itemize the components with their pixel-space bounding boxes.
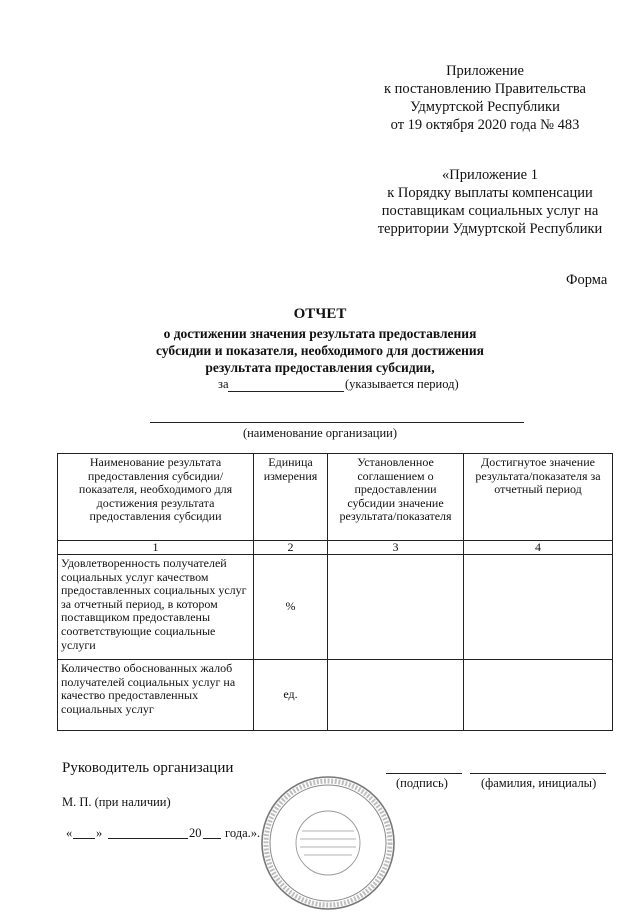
column-number: 2 [254,541,328,555]
header-cell: Достигнутое значение результата/показателя за отчетный период [464,454,613,541]
subtitle-line: субсидии и показателя, необходимого для достижения [156,343,484,358]
achieved-value-cell [464,555,613,660]
table-number-row [58,541,613,555]
appendix-block [360,62,610,134]
indicator-unit: ед. [254,660,328,731]
appendix1-line: к Порядку выплаты компенсации [387,185,593,201]
appendix1-line: территории Удмуртской Республики [377,221,603,237]
date-month-blank [108,838,188,839]
date-day-blank [73,838,95,839]
appendix1-block [355,166,625,238]
table-row [58,555,613,660]
date-year-blank [203,838,221,839]
date-close-quote: » [96,826,103,840]
head-label: Руководитель организации [62,760,234,776]
name-line [470,773,606,774]
appendix-line: от 19 октября 2020 года № 483 [390,117,580,133]
sign-hint: (подпись) [396,776,448,790]
period-prefix: за [218,377,229,391]
appendix-line: Приложение [446,63,524,79]
column-number: 4 [464,541,613,555]
header-cell: Единица измерения [254,454,328,541]
org-hint: (наименование организации) [242,426,398,440]
official-stamp [258,773,398,913]
date-year-prefix: 20 [189,826,202,840]
subtitle-line: о достижении значения результата предоставления [163,326,477,341]
planned-value-cell [328,555,464,660]
header-cell: Наименование результата предоставления субсидии/показателя, необходимого для достижения результата предоставления субсидии [58,454,254,541]
header-cell: Установленное соглашением о предоставлении субсидии значение результата/показателя [328,454,464,541]
date-open-quote: « [66,826,73,840]
form-label: Форма [566,272,608,288]
period-blank [228,391,344,392]
indicator-unit: % [254,555,328,660]
column-number: 3 [328,541,464,555]
table-row [58,660,613,731]
report-title: ОТЧЕТ [293,306,347,322]
planned-value-cell [328,660,464,731]
org-name-line [150,422,524,423]
report-subtitle [0,325,640,376]
date-suffix: года.». [225,826,261,840]
indicator-name: Количество обоснованных жалоб получателей социальных услуг на качество предоставленных социальных услуг [58,660,254,731]
appendix1-line: «Приложение 1 [442,167,538,183]
indicator-name: Удовлетворенность получателей социальных услуг качеством предоставленных социальных услуг за отчетный период, в котором поставщиком предоставлены соответствующие социальные услуги [58,555,254,660]
period-hint: (указывается период) [345,377,459,391]
name-hint: (фамилия, инициалы) [481,776,597,790]
seal-label: М. П. (при наличии) [62,795,171,809]
appendix1-line: поставщикам социальных услуг на [381,203,599,219]
report-table [57,453,613,731]
achieved-value-cell [464,660,613,731]
appendix-line: к постановлению Правительства [384,81,586,97]
column-number: 1 [58,541,254,555]
subtitle-line: результата предоставления субсидии, [205,360,435,375]
appendix-line: Удмуртской Республики [410,99,560,115]
table-header-row [58,454,613,541]
